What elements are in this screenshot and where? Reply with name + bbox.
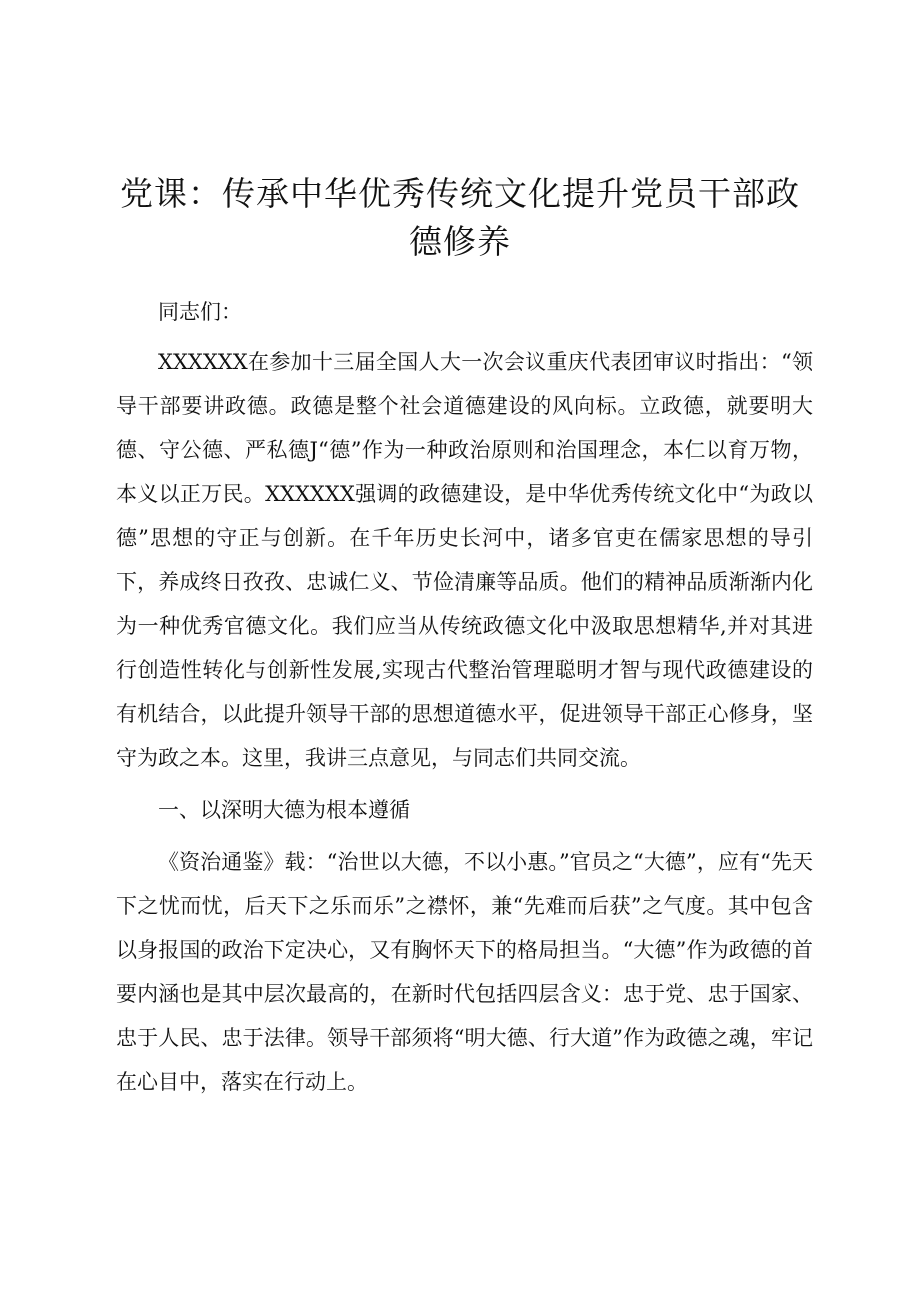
greeting: 同志们： [158,300,242,324]
document-body [116,290,813,1112]
intro-paragraph: XXXXXX在参加十三届全国人大一次会议重庆代表团审议时指出：“领导干部要讲政德。政德是整个社会道德建设的风向标。立政德，就要明大德、守公德、严私德J“德”作为一种政治原则和治国理念，本仁以育万物，本义以正万民。XXXXXX强调的政德建设，是中华优秀传统文化中“为政以德”思想的守正与创新。在千年历史长河中，诸多官吏在儒家思想的导引下，养成终日孜孜、忠诚仁义、节俭清廉等品质。他们的精神品质渐渐内化为一种优秀官德文化。我们应当从传统政德文化中汲取思想精华,并对其进行创造性转化与创新性发展,实现古代整治管理聪明才智与现代政德建设的有机结合，以此提升领导干部的思想道德水平，促进领导干部正心修身，坚守为政之本。这里，我讲三点意见，与同志们共同交流。 [116,350,813,770]
section-heading-1: 一、以深明大德为根本遵循 [158,798,410,822]
section-1-paragraph: 《资治通鉴》载：“治世以大德，不以小惠。”官员之“大德”，应有“先天下之忧而忧，后天下之乐而乐”之襟怀，兼“先难而后获”之气度。其中包含以身报国的政治下定决心，又有胸怀天下的格局担当。“大德”作为政德的首要内涵也是其中层次最高的，在新时代包括四层含义：忠于党、忠于国家、忠于人民、忠于法律。领导干部须将“明大德、行大道”作为政德之魂，牢记在心目中，落实在行动上。 [116,850,813,1094]
document-title: 党课：传承中华优秀传统文化提升党员干部政德修养 [120,174,800,261]
